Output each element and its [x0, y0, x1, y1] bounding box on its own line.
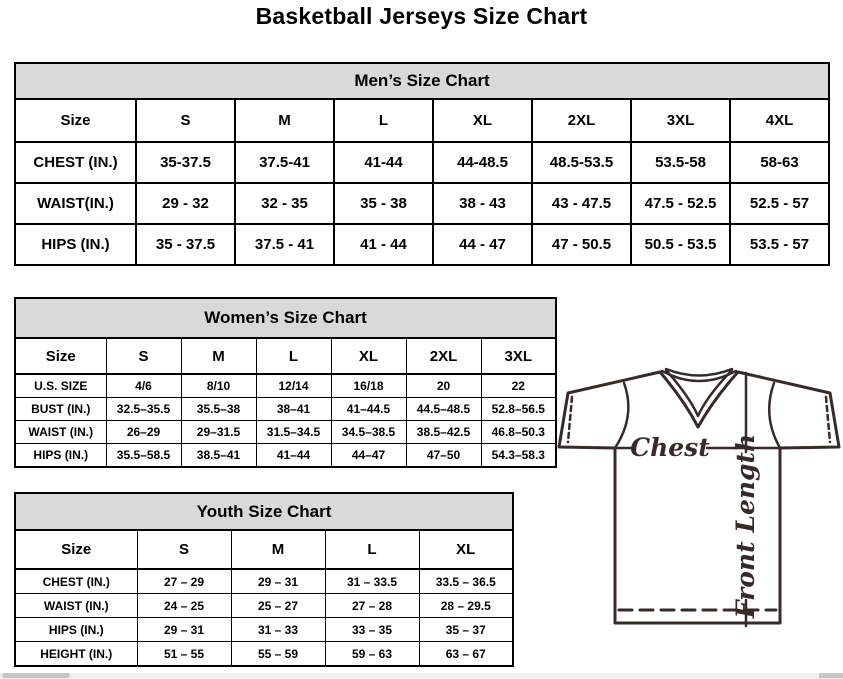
table-cell: 34.5–38.5 — [331, 421, 406, 444]
column-header: M — [235, 99, 334, 142]
youth-table-title: Youth Size Chart — [15, 493, 513, 530]
row-label: BUST (IN.) — [15, 398, 106, 421]
column-header: M — [231, 530, 325, 569]
table-cell: 37.5-41 — [235, 142, 334, 183]
table-cell: 26–29 — [106, 421, 181, 444]
table-cell: 8/10 — [181, 374, 256, 398]
front-length-measurement-label: Front Length — [731, 433, 760, 619]
column-header: Size — [15, 338, 106, 374]
table-cell: 4/6 — [106, 374, 181, 398]
row-label: HIPS (IN.) — [15, 224, 136, 265]
jersey-measurement-diagram-icon — [556, 360, 842, 676]
row-label: HIPS (IN.) — [15, 444, 106, 468]
table-cell: 41–44 — [256, 444, 331, 468]
mens-header-row — [15, 99, 829, 142]
table-cell: 54.3–58.3 — [481, 444, 556, 468]
table-cell: 35 – 37 — [419, 618, 513, 642]
column-header: S — [136, 99, 235, 142]
table-cell: 38 - 43 — [433, 183, 532, 224]
table-cell: 58-63 — [730, 142, 829, 183]
column-header: 3XL — [631, 99, 730, 142]
table-cell: 29 – 31 — [137, 618, 231, 642]
column-header: S — [137, 530, 231, 569]
table-cell: 41-44 — [334, 142, 433, 183]
table-cell: 35 - 38 — [334, 183, 433, 224]
table-cell: 38.5–42.5 — [406, 421, 481, 444]
row-label: CHEST (IN.) — [15, 569, 137, 594]
table-row — [15, 618, 513, 642]
table-cell: 29 - 32 — [136, 183, 235, 224]
row-label: HEIGHT (IN.) — [15, 642, 137, 667]
column-header: 4XL — [730, 99, 829, 142]
row-label: WAIST (IN.) — [15, 594, 137, 618]
row-label: CHEST (IN.) — [15, 142, 136, 183]
table-cell: 16/18 — [331, 374, 406, 398]
column-header: Size — [15, 530, 137, 569]
table-cell: 35-37.5 — [136, 142, 235, 183]
table-cell: 31 – 33 — [231, 618, 325, 642]
table-cell: 44 - 47 — [433, 224, 532, 265]
table-cell: 20 — [406, 374, 481, 398]
table-row — [15, 398, 556, 421]
table-cell: 47 - 50.5 — [532, 224, 631, 265]
table-row — [15, 594, 513, 618]
page-title: Basketball Jerseys Size Chart — [255, 3, 588, 29]
table-row — [15, 224, 829, 265]
table-cell: 29–31.5 — [181, 421, 256, 444]
table-cell: 12/14 — [256, 374, 331, 398]
table-cell: 32 - 35 — [235, 183, 334, 224]
table-cell: 28 – 29.5 — [419, 594, 513, 618]
table-row — [15, 183, 829, 224]
table-cell: 31 – 33.5 — [325, 569, 419, 594]
table-row — [15, 421, 556, 444]
column-header: L — [334, 99, 433, 142]
table-cell: 22 — [481, 374, 556, 398]
row-label: U.S. SIZE — [15, 374, 106, 398]
table-cell: 27 – 29 — [137, 569, 231, 594]
column-header: XL — [331, 338, 406, 374]
table-cell: 24 – 25 — [137, 594, 231, 618]
womens-table-title: Women’s Size Chart — [15, 298, 556, 338]
table-cell: 41 - 44 — [334, 224, 433, 265]
column-header: 2XL — [406, 338, 481, 374]
scrollbar-thumb[interactable] — [2, 673, 70, 678]
column-header: Size — [15, 99, 136, 142]
column-header: S — [106, 338, 181, 374]
table-cell: 33 – 35 — [325, 618, 419, 642]
row-label: WAIST(IN.) — [15, 183, 136, 224]
mens-size-chart-table — [14, 62, 830, 266]
chest-measurement-label: Chest — [630, 433, 710, 462]
table-cell: 50.5 - 53.5 — [631, 224, 730, 265]
table-cell: 51 – 55 — [137, 642, 231, 667]
table-row — [15, 444, 556, 468]
table-cell: 55 – 59 — [231, 642, 325, 667]
table-cell: 44–47 — [331, 444, 406, 468]
column-header: XL — [433, 99, 532, 142]
table-row — [15, 569, 513, 594]
column-header: 3XL — [481, 338, 556, 374]
table-cell: 27 – 28 — [325, 594, 419, 618]
table-cell: 41–44.5 — [331, 398, 406, 421]
table-cell: 53.5 - 57 — [730, 224, 829, 265]
column-header: M — [181, 338, 256, 374]
scrollbar-end-piece[interactable] — [819, 673, 843, 678]
column-header: XL — [419, 530, 513, 569]
column-header: L — [256, 338, 331, 374]
table-cell: 47–50 — [406, 444, 481, 468]
table-cell: 37.5 - 41 — [235, 224, 334, 265]
table-row — [15, 374, 556, 398]
youth-header-row — [15, 530, 513, 569]
table-cell: 44-48.5 — [433, 142, 532, 183]
table-cell: 52.5 - 57 — [730, 183, 829, 224]
mens-table-title: Men’s Size Chart — [15, 63, 829, 99]
womens-size-chart-table — [14, 297, 557, 468]
table-cell: 29 – 31 — [231, 569, 325, 594]
youth-size-chart-table — [14, 492, 514, 667]
table-cell: 44.5–48.5 — [406, 398, 481, 421]
table-cell: 47.5 - 52.5 — [631, 183, 730, 224]
row-label: HIPS (IN.) — [15, 618, 137, 642]
table-cell: 48.5-53.5 — [532, 142, 631, 183]
table-row — [15, 142, 829, 183]
horizontal-scrollbar[interactable] — [0, 673, 843, 679]
table-cell: 35 - 37.5 — [136, 224, 235, 265]
column-header: 2XL — [532, 99, 631, 142]
table-cell: 38–41 — [256, 398, 331, 421]
womens-header-row — [15, 338, 556, 374]
row-label: WAIST (IN.) — [15, 421, 106, 444]
table-cell: 46.8–50.3 — [481, 421, 556, 444]
table-cell: 59 – 63 — [325, 642, 419, 667]
table-row — [15, 642, 513, 667]
table-cell: 32.5–35.5 — [106, 398, 181, 421]
table-cell: 52.8–56.5 — [481, 398, 556, 421]
table-cell: 31.5–34.5 — [256, 421, 331, 444]
column-header: L — [325, 530, 419, 569]
table-cell: 53.5-58 — [631, 142, 730, 183]
table-cell: 38.5–41 — [181, 444, 256, 468]
table-cell: 25 – 27 — [231, 594, 325, 618]
table-cell: 43 - 47.5 — [532, 183, 631, 224]
table-cell: 63 – 67 — [419, 642, 513, 667]
table-cell: 35.5–38 — [181, 398, 256, 421]
table-cell: 33.5 – 36.5 — [419, 569, 513, 594]
table-cell: 35.5–58.5 — [106, 444, 181, 468]
